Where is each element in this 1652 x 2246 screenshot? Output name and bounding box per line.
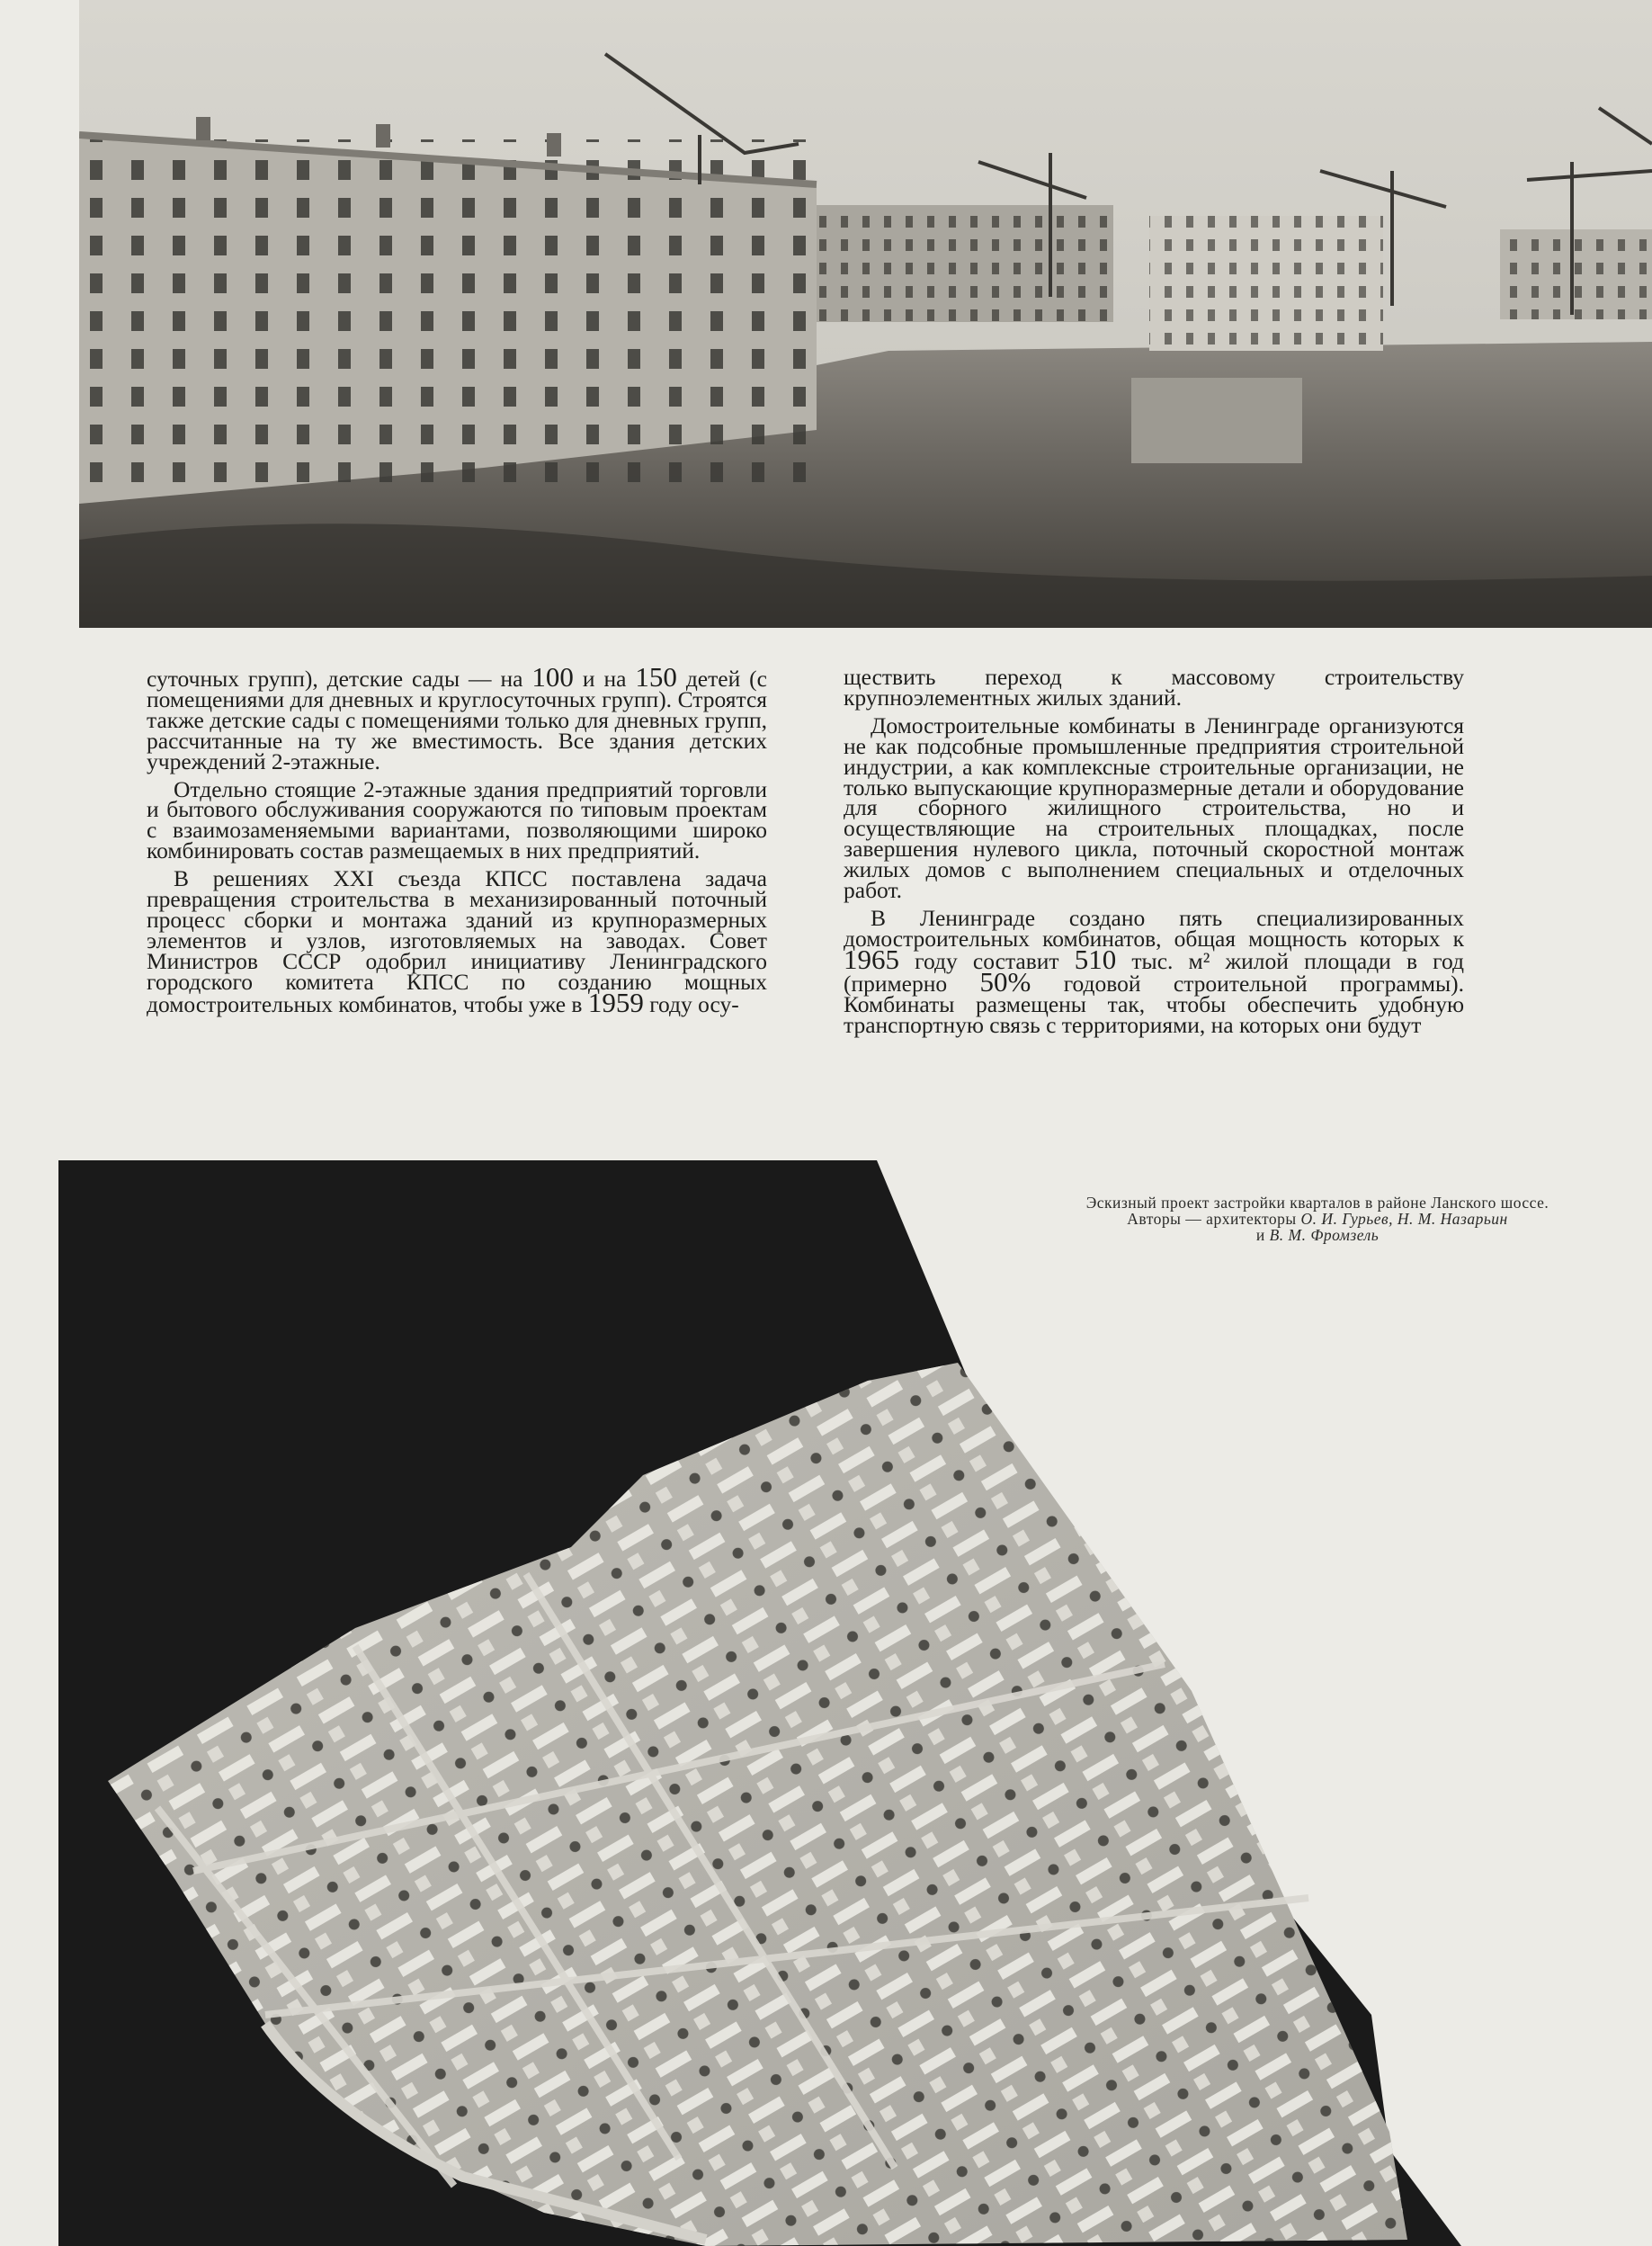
paragraph-1: суточных групп), детские сады — на 100 и на 150 детей (с помещениями для дневных и круглосуточных групп). Строятся также детские сады с помещениями только для дневных групп, рассчитанные на ту же вместимость. Все здания детских учреждений 2-этажные. bbox=[147, 661, 767, 774]
article-right-column bbox=[844, 664, 1464, 1038]
caption-line-3: и В. М. Фромзель bbox=[1255, 1226, 1380, 1244]
caption-line-2: Авторы — архитекторы О. И. Гурьев, Н. М. Назарьин bbox=[1127, 1210, 1508, 1228]
paragraph-2: Отдельно стоящие 2-этажные здания предприятий торговли и бытового обслуживания сооружаются по типовым проектам с взаимозаменяемыми вариантами, позволяющими широко комбинировать состав размещаемых в них предприятий. bbox=[147, 775, 767, 864]
paragraph-5: Домостроительные комбинаты в Ленинграде организуются не как подсобные промышленные предприятия строительной индустрии, а как комплексные строительные организации, не только выпускающие крупноразмерные детали и оборудование для сборного жилищного строительства, но и осуществляющие на строительных площадках, после завершения нулевого цикла, поточный скоростной монтаж жилых домов с выполнением специальных и отделочных работ. bbox=[844, 711, 1464, 904]
article-left-column bbox=[147, 661, 767, 1018]
construction-photo-drawing bbox=[79, 0, 1652, 628]
paragraph-6: В Ленинграде создано пять специализированных домостроительных комбинатов, общая мощность которых к 1965 году составит 510 тыс. м² жилой площади в год (примерно 50% годовой строительной программы). Комбинаты размещены так, чтобы обеспечить удобную транспортную связь с территориями, на которых они будут bbox=[844, 904, 1464, 1038]
paragraph-3: В решениях XXI съезда КПСС поставлена задача превращения строительства в механизированный поточный процесс сборки и монтажа зданий из крупноразмерных элементов и узлов, изготовляемых на заводах. Совет Министров СССР одобрил инициативу Ленинградского городского комитета КПСС по созданию мощных домостроительных комбинатов, чтобы уже в 1959 году осу- bbox=[147, 865, 767, 1018]
paragraph-4: ществить переход к массовому строительству крупноэлементных жилых зданий. bbox=[844, 664, 1464, 711]
district-model-photo bbox=[58, 1160, 1652, 2246]
caption-line-1: Эскизный проект застройки кварталов в районе Ланского шоссе. bbox=[1085, 1194, 1549, 1212]
construction-photo bbox=[79, 0, 1652, 628]
model-photo-caption bbox=[989, 1195, 1646, 1243]
district-model-drawing bbox=[58, 1160, 1652, 2246]
